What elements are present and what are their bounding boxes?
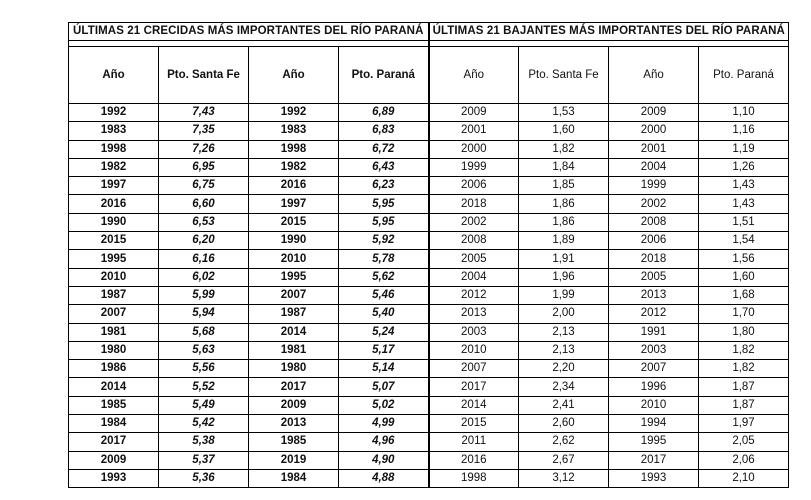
crecidas-santa-fe-cell: 7,26 xyxy=(159,140,249,158)
crecidas-parana-cell: 5,40 xyxy=(339,305,429,323)
crecidas-parana-cell: 4,99 xyxy=(339,415,429,433)
bajantes-santa-fe-cell: 2,00 xyxy=(519,305,609,323)
table-row xyxy=(69,140,789,158)
crecidas-parana-cell: 5,78 xyxy=(339,250,429,268)
bajantes-santa-fe-cell: 2,41 xyxy=(519,396,609,414)
bajantes-year-parana-cell: 2010 xyxy=(609,396,699,414)
col-header-bajantes-santa-fe: Pto. Santa Fe xyxy=(519,47,609,104)
crecidas-santa-fe-cell: 5,49 xyxy=(159,396,249,414)
bajantes-santa-fe-cell: 1,99 xyxy=(519,286,609,304)
crecidas-year-parana-cell: 1981 xyxy=(249,341,339,359)
crecidas-santa-fe-cell: 7,35 xyxy=(159,122,249,140)
bajantes-santa-fe-cell: 1,91 xyxy=(519,250,609,268)
bajantes-year-sf-cell: 2010 xyxy=(429,341,519,359)
bajantes-year-parana-cell: 2004 xyxy=(609,158,699,176)
crecidas-year-sf-cell: 2009 xyxy=(69,451,159,469)
crecidas-year-sf-cell: 1998 xyxy=(69,140,159,158)
crecidas-santa-fe-cell: 5,56 xyxy=(159,360,249,378)
bajantes-year-sf-cell: 2017 xyxy=(429,378,519,396)
crecidas-year-sf-cell: 2014 xyxy=(69,378,159,396)
crecidas-year-parana-cell: 2016 xyxy=(249,177,339,195)
crecidas-santa-fe-cell: 5,52 xyxy=(159,378,249,396)
bajantes-parana-cell: 1,26 xyxy=(699,158,789,176)
bajantes-year-parana-cell: 1991 xyxy=(609,323,699,341)
crecidas-year-parana-cell: 2017 xyxy=(249,378,339,396)
bajantes-santa-fe-cell: 1,96 xyxy=(519,268,609,286)
crecidas-year-sf-cell: 2017 xyxy=(69,433,159,451)
crecidas-year-sf-cell: 1980 xyxy=(69,341,159,359)
bajantes-parana-cell: 1,51 xyxy=(699,213,789,231)
bajantes-parana-cell: 2,06 xyxy=(699,451,789,469)
bajantes-santa-fe-cell: 2,34 xyxy=(519,378,609,396)
table-row xyxy=(69,195,789,213)
bajantes-santa-fe-cell: 2,67 xyxy=(519,451,609,469)
bajantes-parana-cell: 2,05 xyxy=(699,433,789,451)
bajantes-parana-cell: 1,54 xyxy=(699,232,789,250)
bajantes-year-parana-cell: 1999 xyxy=(609,177,699,195)
col-header-crecidas-year-parana: Año xyxy=(249,47,339,104)
bajantes-year-sf-cell: 2013 xyxy=(429,305,519,323)
col-header-bajantes-year-sf: Año xyxy=(429,47,519,104)
crecidas-year-parana-cell: 2014 xyxy=(249,323,339,341)
crecidas-year-parana-cell: 1985 xyxy=(249,433,339,451)
crecidas-santa-fe-cell: 5,63 xyxy=(159,341,249,359)
table-row xyxy=(69,158,789,176)
bajantes-parana-cell: 1,97 xyxy=(699,415,789,433)
bajantes-santa-fe-cell: 1,84 xyxy=(519,158,609,176)
table-row xyxy=(69,415,789,433)
crecidas-year-parana-cell: 1997 xyxy=(249,195,339,213)
crecidas-santa-fe-cell: 5,42 xyxy=(159,415,249,433)
col-header-crecidas-santa-fe: Pto. Santa Fe xyxy=(159,47,249,104)
crecidas-year-parana-cell: 2010 xyxy=(249,250,339,268)
bajantes-year-sf-cell: 2009 xyxy=(429,104,519,122)
bajantes-year-parana-cell: 2003 xyxy=(609,341,699,359)
bajantes-year-parana-cell: 2009 xyxy=(609,104,699,122)
bajantes-year-sf-cell: 2000 xyxy=(429,140,519,158)
bajantes-year-parana-cell: 2002 xyxy=(609,195,699,213)
bajantes-santa-fe-cell: 2,60 xyxy=(519,415,609,433)
crecidas-santa-fe-cell: 5,94 xyxy=(159,305,249,323)
bajantes-parana-cell: 1,19 xyxy=(699,140,789,158)
bajantes-santa-fe-cell: 1,86 xyxy=(519,195,609,213)
crecidas-parana-cell: 4,90 xyxy=(339,451,429,469)
crecidas-year-parana-cell: 1998 xyxy=(249,140,339,158)
crecidas-year-parana-cell: 1987 xyxy=(249,305,339,323)
table-body xyxy=(69,104,789,488)
table-row xyxy=(69,323,789,341)
column-header-row xyxy=(69,47,789,104)
crecidas-year-sf-cell: 2015 xyxy=(69,232,159,250)
bajantes-year-sf-cell: 2008 xyxy=(429,232,519,250)
bajantes-year-parana-cell: 1994 xyxy=(609,415,699,433)
bajantes-year-sf-cell: 1999 xyxy=(429,158,519,176)
bajantes-parana-cell: 1,82 xyxy=(699,341,789,359)
bajantes-santa-fe-cell: 1,60 xyxy=(519,122,609,140)
crecidas-year-parana-cell: 1992 xyxy=(249,104,339,122)
crecidas-year-sf-cell: 1990 xyxy=(69,213,159,231)
crecidas-year-parana-cell: 2013 xyxy=(249,415,339,433)
col-header-crecidas-parana: Pto. Paraná xyxy=(339,47,429,104)
bajantes-parana-cell: 1,68 xyxy=(699,286,789,304)
crecidas-santa-fe-cell: 6,60 xyxy=(159,195,249,213)
crecidas-santa-fe-cell: 7,43 xyxy=(159,104,249,122)
crecidas-parana-cell: 5,02 xyxy=(339,396,429,414)
crecidas-santa-fe-cell: 6,95 xyxy=(159,158,249,176)
bajantes-santa-fe-cell: 2,13 xyxy=(519,341,609,359)
crecidas-santa-fe-cell: 5,99 xyxy=(159,286,249,304)
table-row xyxy=(69,268,789,286)
bajantes-parana-cell: 1,87 xyxy=(699,378,789,396)
crecidas-year-sf-cell: 1985 xyxy=(69,396,159,414)
crecidas-parana-cell: 6,43 xyxy=(339,158,429,176)
crecidas-parana-cell: 6,89 xyxy=(339,104,429,122)
bajantes-year-parana-cell: 2018 xyxy=(609,250,699,268)
crecidas-year-sf-cell: 2010 xyxy=(69,268,159,286)
table-row xyxy=(69,378,789,396)
bajantes-year-sf-cell: 2006 xyxy=(429,177,519,195)
bajantes-parana-cell: 1,43 xyxy=(699,177,789,195)
crecidas-year-sf-cell: 2007 xyxy=(69,305,159,323)
bajantes-parana-cell: 2,10 xyxy=(699,469,789,487)
crecidas-year-parana-cell: 1983 xyxy=(249,122,339,140)
bajantes-year-sf-cell: 2004 xyxy=(429,268,519,286)
bajantes-year-parana-cell: 2007 xyxy=(609,360,699,378)
bajantes-santa-fe-cell: 1,82 xyxy=(519,140,609,158)
crecidas-year-parana-cell: 1980 xyxy=(249,360,339,378)
bajantes-parana-cell: 1,82 xyxy=(699,360,789,378)
crecidas-year-sf-cell: 1993 xyxy=(69,469,159,487)
crecidas-year-parana-cell: 2019 xyxy=(249,451,339,469)
bajantes-year-parana-cell: 2000 xyxy=(609,122,699,140)
table-row xyxy=(69,286,789,304)
crecidas-year-parana-cell: 2009 xyxy=(249,396,339,414)
table-row xyxy=(69,433,789,451)
crecidas-santa-fe-cell: 5,68 xyxy=(159,323,249,341)
table-row xyxy=(69,250,789,268)
bajantes-parana-cell: 1,70 xyxy=(699,305,789,323)
crecidas-year-sf-cell: 1995 xyxy=(69,250,159,268)
bajantes-year-parana-cell: 2006 xyxy=(609,232,699,250)
table-row xyxy=(69,396,789,414)
crecidas-parana-cell: 5,95 xyxy=(339,213,429,231)
river-levels-table xyxy=(68,22,789,488)
bajantes-year-sf-cell: 2007 xyxy=(429,360,519,378)
crecidas-parana-cell: 5,17 xyxy=(339,341,429,359)
table-row xyxy=(69,305,789,323)
crecidas-year-parana-cell: 1990 xyxy=(249,232,339,250)
crecidas-santa-fe-cell: 6,53 xyxy=(159,213,249,231)
crecidas-parana-cell: 5,92 xyxy=(339,232,429,250)
crecidas-santa-fe-cell: 6,20 xyxy=(159,232,249,250)
crecidas-year-sf-cell: 1997 xyxy=(69,177,159,195)
crecidas-santa-fe-cell: 5,38 xyxy=(159,433,249,451)
group-title-row xyxy=(69,23,789,41)
crecidas-santa-fe-cell: 5,37 xyxy=(159,451,249,469)
crecidas-title: ÚLTIMAS 21 CRECIDAS MÁS IMPORTANTES DEL RÍO PARANÁ xyxy=(69,23,429,41)
crecidas-year-parana-cell: 2007 xyxy=(249,286,339,304)
crecidas-year-sf-cell: 1986 xyxy=(69,360,159,378)
bajantes-year-sf-cell: 2016 xyxy=(429,451,519,469)
bajantes-year-parana-cell: 2012 xyxy=(609,305,699,323)
crecidas-parana-cell: 6,23 xyxy=(339,177,429,195)
bajantes-santa-fe-cell: 1,53 xyxy=(519,104,609,122)
bajantes-santa-fe-cell: 2,62 xyxy=(519,433,609,451)
bajantes-year-parana-cell: 1996 xyxy=(609,378,699,396)
bajantes-year-sf-cell: 2018 xyxy=(429,195,519,213)
bajantes-year-parana-cell: 2013 xyxy=(609,286,699,304)
table-row xyxy=(69,360,789,378)
crecidas-santa-fe-cell: 6,16 xyxy=(159,250,249,268)
bajantes-year-sf-cell: 2005 xyxy=(429,250,519,268)
col-header-bajantes-parana: Pto. Paraná xyxy=(699,47,789,104)
crecidas-parana-cell: 5,62 xyxy=(339,268,429,286)
crecidas-parana-cell: 5,24 xyxy=(339,323,429,341)
bajantes-santa-fe-cell: 2,13 xyxy=(519,323,609,341)
crecidas-year-sf-cell: 1983 xyxy=(69,122,159,140)
bajantes-year-parana-cell: 1995 xyxy=(609,433,699,451)
col-header-bajantes-year-parana: Año xyxy=(609,47,699,104)
crecidas-parana-cell: 5,07 xyxy=(339,378,429,396)
crecidas-year-sf-cell: 1992 xyxy=(69,104,159,122)
bajantes-year-sf-cell: 2011 xyxy=(429,433,519,451)
crecidas-parana-cell: 5,14 xyxy=(339,360,429,378)
bajantes-parana-cell: 1,43 xyxy=(699,195,789,213)
crecidas-year-sf-cell: 1984 xyxy=(69,415,159,433)
bajantes-year-sf-cell: 2003 xyxy=(429,323,519,341)
bajantes-title: ÚLTIMAS 21 BAJANTES MÁS IMPORTANTES DEL RÍO PARANÁ xyxy=(429,23,789,41)
crecidas-year-sf-cell: 2016 xyxy=(69,195,159,213)
bajantes-year-sf-cell: 2002 xyxy=(429,213,519,231)
crecidas-santa-fe-cell: 6,02 xyxy=(159,268,249,286)
crecidas-parana-cell: 4,88 xyxy=(339,469,429,487)
bajantes-year-parana-cell: 2001 xyxy=(609,140,699,158)
bajantes-parana-cell: 1,80 xyxy=(699,323,789,341)
bajantes-santa-fe-cell: 1,89 xyxy=(519,232,609,250)
col-header-crecidas-year-sf: Año xyxy=(69,47,159,104)
crecidas-year-sf-cell: 1982 xyxy=(69,158,159,176)
table-row xyxy=(69,213,789,231)
bajantes-parana-cell: 1,16 xyxy=(699,122,789,140)
crecidas-santa-fe-cell: 6,75 xyxy=(159,177,249,195)
bajantes-santa-fe-cell: 3,12 xyxy=(519,469,609,487)
table-row xyxy=(69,177,789,195)
bajantes-year-sf-cell: 2014 xyxy=(429,396,519,414)
table-row xyxy=(69,341,789,359)
table-row xyxy=(69,469,789,487)
bajantes-year-parana-cell: 2017 xyxy=(609,451,699,469)
table-row xyxy=(69,451,789,469)
crecidas-year-parana-cell: 2015 xyxy=(249,213,339,231)
bajantes-year-sf-cell: 2001 xyxy=(429,122,519,140)
crecidas-year-sf-cell: 1987 xyxy=(69,286,159,304)
crecidas-year-parana-cell: 1995 xyxy=(249,268,339,286)
crecidas-parana-cell: 5,95 xyxy=(339,195,429,213)
bajantes-parana-cell: 1,87 xyxy=(699,396,789,414)
bajantes-year-sf-cell: 2015 xyxy=(429,415,519,433)
table-row xyxy=(69,232,789,250)
crecidas-year-parana-cell: 1984 xyxy=(249,469,339,487)
crecidas-year-sf-cell: 1981 xyxy=(69,323,159,341)
table-row xyxy=(69,122,789,140)
bajantes-santa-fe-cell: 1,85 xyxy=(519,177,609,195)
crecidas-year-parana-cell: 1982 xyxy=(249,158,339,176)
bajantes-year-sf-cell: 1998 xyxy=(429,469,519,487)
crecidas-parana-cell: 4,96 xyxy=(339,433,429,451)
bajantes-year-sf-cell: 2012 xyxy=(429,286,519,304)
bajantes-parana-cell: 1,10 xyxy=(699,104,789,122)
bajantes-santa-fe-cell: 1,86 xyxy=(519,213,609,231)
crecidas-parana-cell: 6,72 xyxy=(339,140,429,158)
table-row xyxy=(69,104,789,122)
crecidas-santa-fe-cell: 5,36 xyxy=(159,469,249,487)
bajantes-year-parana-cell: 2008 xyxy=(609,213,699,231)
bajantes-santa-fe-cell: 2,20 xyxy=(519,360,609,378)
bajantes-year-parana-cell: 1993 xyxy=(609,469,699,487)
crecidas-parana-cell: 5,46 xyxy=(339,286,429,304)
bajantes-year-parana-cell: 2005 xyxy=(609,268,699,286)
crecidas-parana-cell: 6,83 xyxy=(339,122,429,140)
bajantes-parana-cell: 1,56 xyxy=(699,250,789,268)
bajantes-parana-cell: 1,60 xyxy=(699,268,789,286)
